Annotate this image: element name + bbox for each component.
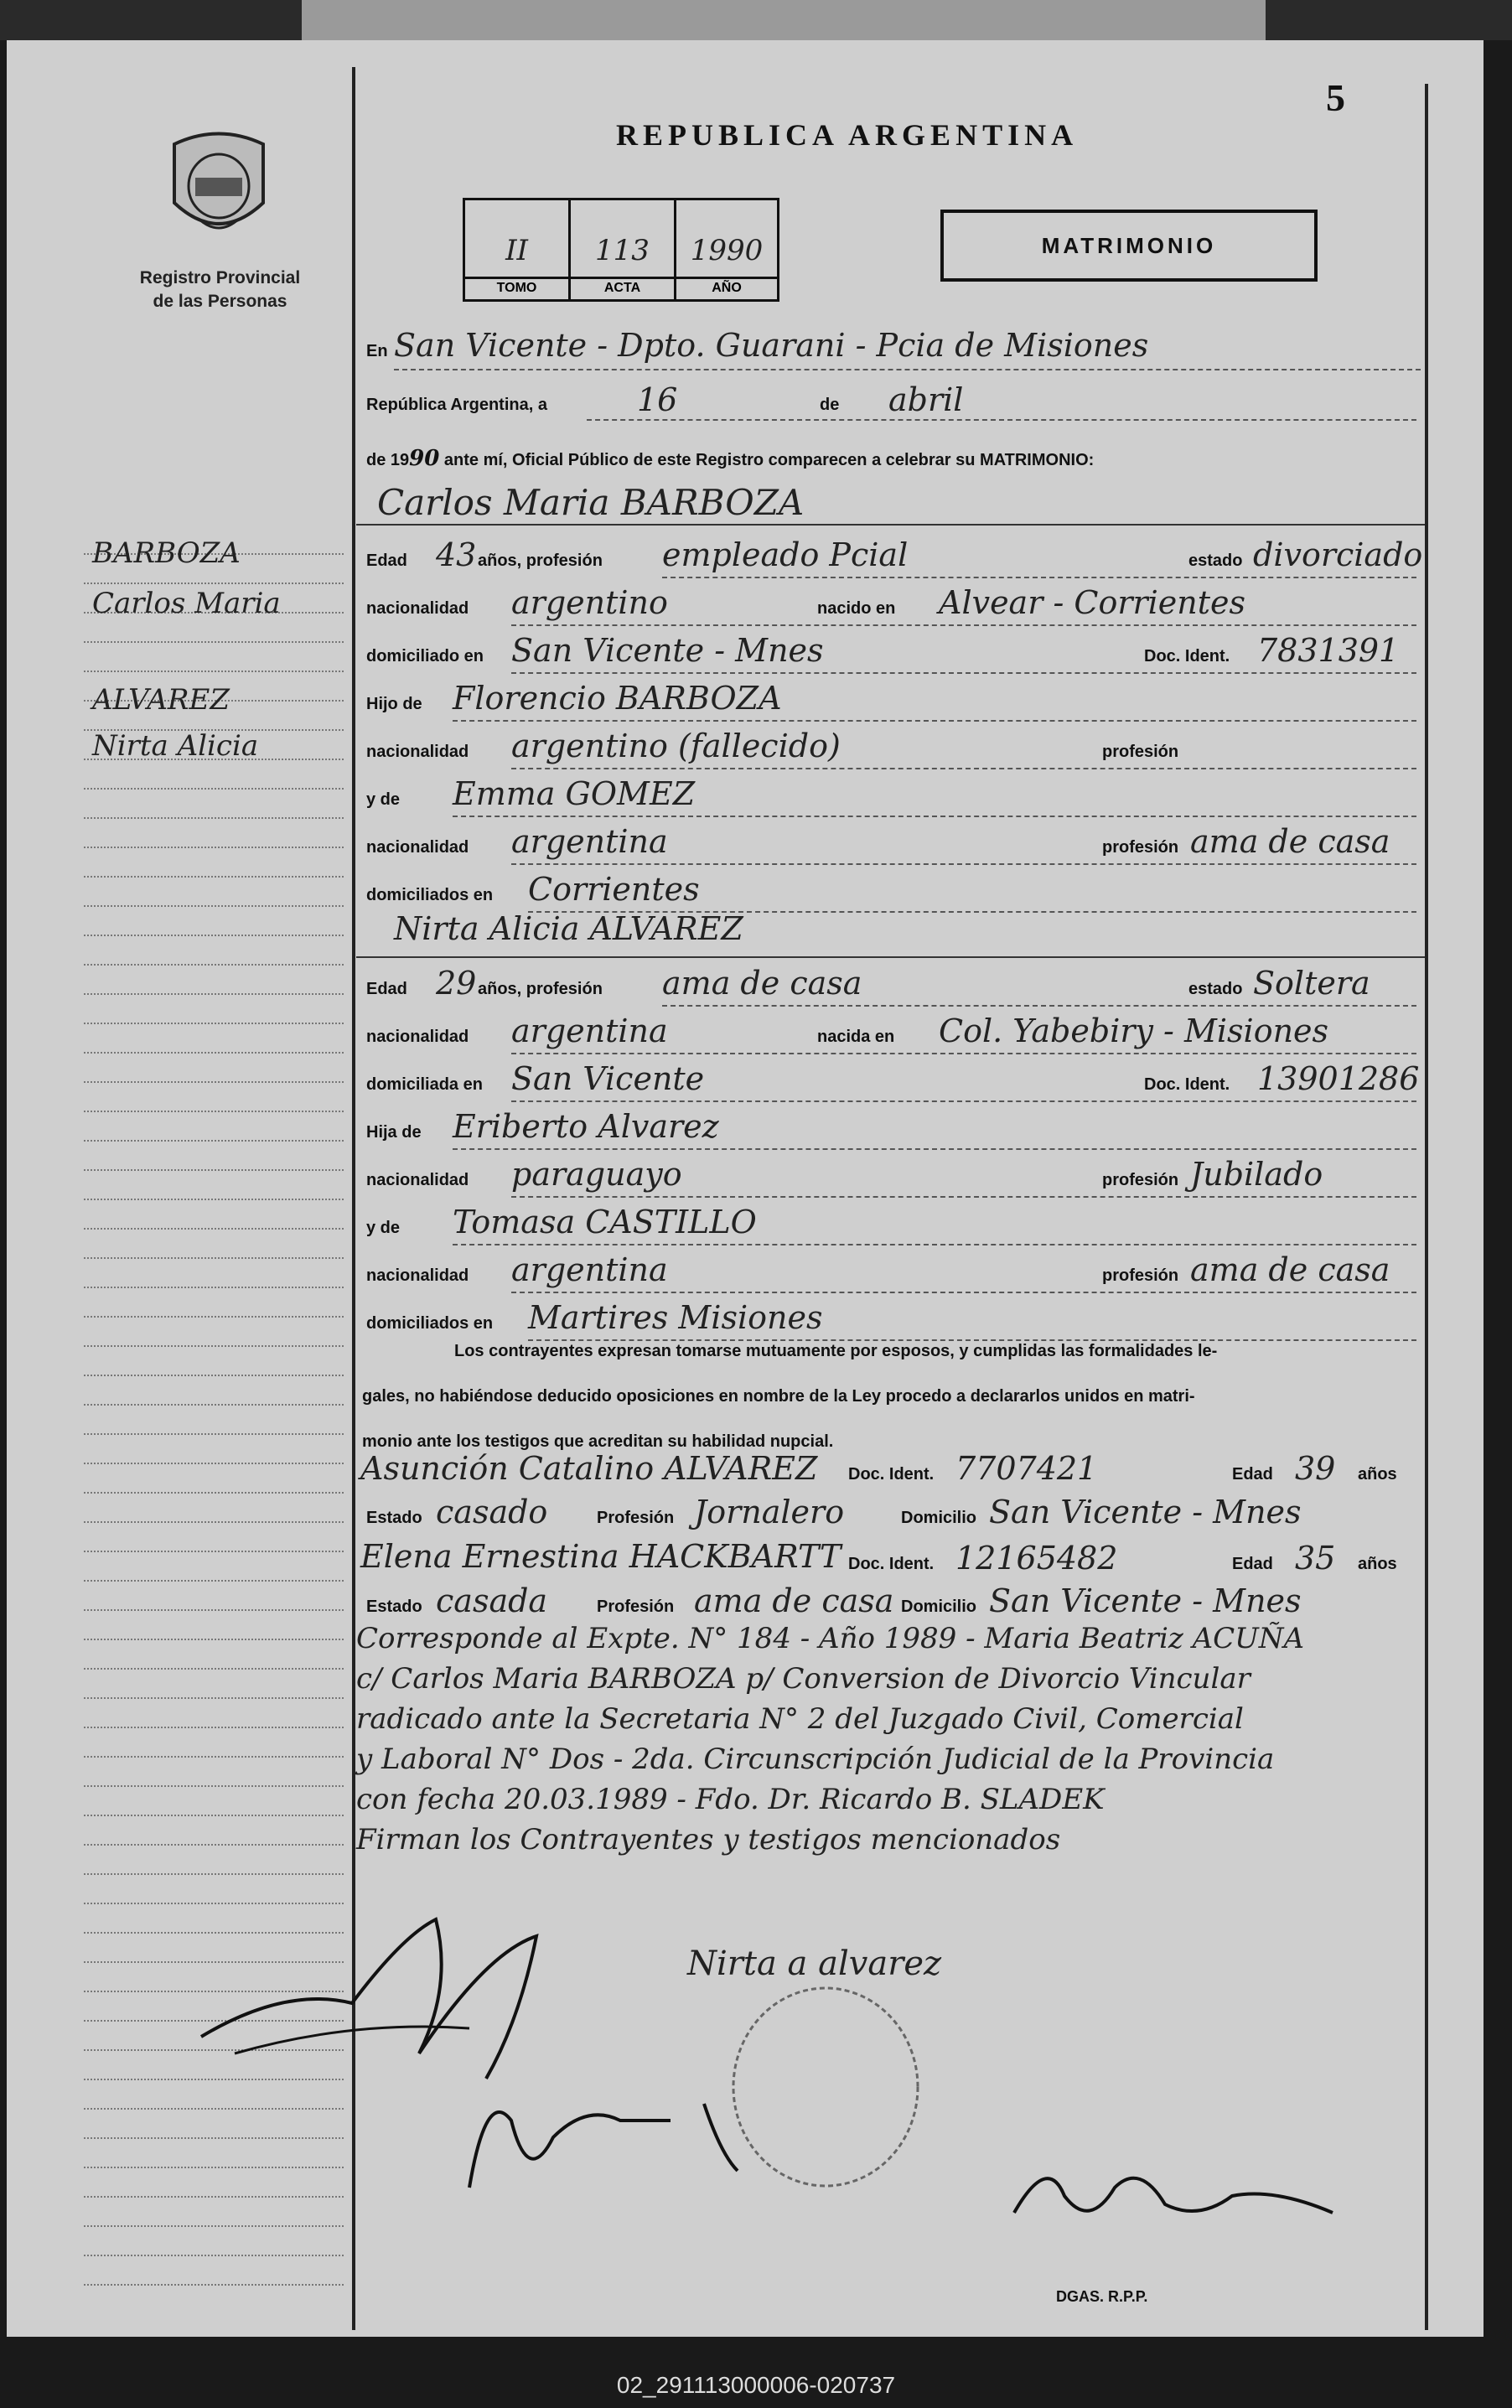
margin-rule xyxy=(84,935,344,936)
groom-father: Florencio BARBOZA xyxy=(453,680,782,717)
groom-domicile: San Vicente - Mnes xyxy=(511,632,824,669)
bride-father: Eriberto Alvarez xyxy=(453,1108,719,1145)
margin-rule xyxy=(84,1287,344,1288)
bride-mother-prof: ama de casa xyxy=(1190,1251,1390,1288)
bride-nationality: argentina xyxy=(511,1012,668,1049)
acta-cell: 113 ACTA xyxy=(571,200,676,299)
bride-nacido-label: nacida en xyxy=(817,1028,895,1046)
margin-rule xyxy=(84,1257,344,1259)
bride-father-nat-label: nacionalidad xyxy=(366,1171,469,1189)
groom-nationality: argentino xyxy=(511,584,668,621)
margin-rule xyxy=(84,583,344,584)
ano-cell: 1990 AÑO xyxy=(676,200,777,299)
groom-father-prof-label: profesión xyxy=(1102,743,1179,761)
margin-rule xyxy=(84,1873,344,1875)
margin-rule xyxy=(84,1609,344,1611)
groom-name: Carlos Maria BARBOZA xyxy=(377,482,805,523)
groom-father-nat-label: nacionalidad xyxy=(366,743,469,761)
margin-rule xyxy=(84,1463,344,1464)
bride-mother-nat-label: nacionalidad xyxy=(366,1266,469,1285)
bride-parents-dom: Martires Misiones xyxy=(528,1299,823,1336)
margin-rule xyxy=(84,1023,344,1024)
groom-anos-prof-label: años, profesión xyxy=(478,552,603,570)
republica-label: República Argentina, a xyxy=(366,396,547,414)
day-value: 16 xyxy=(637,381,678,418)
bride-anos-prof-label: años, profesión xyxy=(478,980,603,998)
margin-rule xyxy=(84,2137,344,2139)
groom-parents-dom: Corrientes xyxy=(528,871,700,908)
bride-mother: Tomasa CASTILLO xyxy=(453,1204,757,1240)
bride-doc: 13901286 xyxy=(1257,1060,1420,1097)
groom-domicile-label: domiciliado en xyxy=(366,647,484,665)
margin-rule xyxy=(84,1111,344,1112)
bride-profession: ama de casa xyxy=(662,965,862,1002)
signature-official xyxy=(997,2146,1358,2246)
groom-profession: empleado Pcial xyxy=(662,536,909,573)
margin-rule xyxy=(84,1404,344,1406)
groom-doc-label: Doc. Ident. xyxy=(1144,647,1230,665)
margin-rule xyxy=(84,1316,344,1318)
margin-given-2: Nirta Alicia xyxy=(92,729,259,763)
doc-type-box: MATRIMONIO xyxy=(940,210,1318,282)
coat-of-arms-seal xyxy=(166,127,272,243)
groom-parents-dom-label: domiciliados en xyxy=(366,886,494,904)
bride-birthplace: Col. Yabebiry - Misiones xyxy=(939,1012,1329,1049)
margin-rule xyxy=(84,1052,344,1054)
margin-rule xyxy=(84,1345,344,1347)
note-line: y Laboral N° Dos - 2da. Circunscripción Judicial de la Provincia xyxy=(356,1743,1275,1776)
witness2-dom: San Vicente - Mnes xyxy=(989,1582,1302,1619)
bride-yde-label: y de xyxy=(366,1219,401,1237)
witness2-estado: casada xyxy=(436,1582,548,1619)
declaration-text: Los contrayentes expresan tomarse mutuamente por esposos, y cumplidas las formalidades le- gales, no habiéndose deducido oposiciones en nombre de la Ley procedo a declararlos unidos en matri- monio ante los testigos que acreditan su habilidad nupcial. xyxy=(362,1342,1218,1451)
margin-rule xyxy=(84,993,344,995)
note-line: c/ Carlos Maria BARBOZA p/ Conversion de Divorcio Vincular xyxy=(356,1662,1251,1696)
groom-parent-label: Hijo de xyxy=(366,695,422,713)
year-line: de 1990 ante mí, Oficial Público de este Registro comparecen a celebrar su MATRIMONIO: xyxy=(366,446,1095,471)
margin-rule xyxy=(84,2284,344,2286)
note-line: Corresponde al Expte. N° 184 - Año 1989 - Maria Beatriz ACUÑA xyxy=(356,1622,1305,1655)
margin-rule xyxy=(84,1580,344,1582)
margin-rule xyxy=(84,1756,344,1758)
margin-rule xyxy=(84,1375,344,1376)
margin-rule xyxy=(84,1140,344,1142)
groom-nacionalidad-label: nacionalidad xyxy=(366,599,469,618)
bride-name: Nirta Alicia ALVAREZ xyxy=(394,910,743,947)
margin-rule xyxy=(84,905,344,907)
right-margin-line xyxy=(1425,84,1428,2330)
note-line: con fecha 20.03.1989 - Fdo. Dr. Ricardo B. SLADEK xyxy=(356,1783,1105,1816)
groom-mother-nat-label: nacionalidad xyxy=(366,838,469,857)
margin-rule xyxy=(84,641,344,643)
margin-rule xyxy=(84,2255,344,2256)
bride-domicile-label: domiciliada en xyxy=(366,1075,483,1094)
groom-nacido-label: nacido en xyxy=(817,599,896,618)
groom-mother-nat: argentina xyxy=(511,823,668,860)
margin-rule xyxy=(84,1228,344,1230)
bride-father-prof: Jubilado xyxy=(1190,1156,1323,1193)
groom-age: 43 xyxy=(436,536,477,573)
registry-stamp-label: DGAS. R.P.P. xyxy=(1056,2288,1148,2305)
margin-rule xyxy=(84,1785,344,1787)
bride-father-prof-label: profesión xyxy=(1102,1171,1179,1189)
de-label: de xyxy=(820,396,840,414)
margin-rule xyxy=(84,1668,344,1670)
bride-nacionalidad-label: nacionalidad xyxy=(366,1028,469,1046)
bride-estado: Soltera xyxy=(1253,965,1370,1002)
margin-rule xyxy=(84,876,344,878)
witness1-name: Asunción Catalino ALVAREZ xyxy=(360,1450,818,1487)
groom-mother: Emma GOMEZ xyxy=(453,775,696,812)
witness2-age: 35 xyxy=(1295,1540,1336,1577)
groom-mother-prof: ama de casa xyxy=(1190,823,1390,860)
witness1-prof: Jornalero xyxy=(694,1494,845,1530)
official-stamp xyxy=(721,1978,930,2196)
tomo-cell: II TOMO xyxy=(465,200,571,299)
margin-rule xyxy=(84,2225,344,2227)
top-strip xyxy=(0,0,1512,40)
note-line: Firman los Contrayentes y testigos mencionados xyxy=(356,1823,1061,1856)
bride-parents-dom-label: domiciliados en xyxy=(366,1314,494,1333)
groom-doc: 7831391 xyxy=(1257,632,1400,669)
bride-mother-nat: argentina xyxy=(511,1251,668,1288)
bride-parent-label: Hija de xyxy=(366,1123,422,1142)
margin-rule xyxy=(84,1815,344,1816)
margin-given-1: Carlos Maria xyxy=(92,587,281,620)
bride-mother-prof-label: profesión xyxy=(1102,1266,1179,1285)
witness1-dom: San Vicente - Mnes xyxy=(989,1494,1302,1530)
margin-rule xyxy=(84,1199,344,1200)
bride-estado-label: estado xyxy=(1188,980,1243,998)
witness2-prof: ama de casa xyxy=(694,1582,894,1619)
bride-age: 29 xyxy=(436,965,477,1002)
registry-name: Registro Provincial de las Personas xyxy=(139,268,301,311)
bride-domicile: San Vicente xyxy=(511,1060,705,1097)
margin-rule xyxy=(84,817,344,819)
margin-rule xyxy=(84,1844,344,1846)
groom-father-nat: argentino (fallecido) xyxy=(511,728,841,764)
groom-estado-label: estado xyxy=(1188,552,1243,570)
margin-rule xyxy=(84,2167,344,2168)
note-line: radicado ante la Secretaria N° 2 del Juzgado Civil, Comercial xyxy=(356,1702,1244,1736)
witness1-doc: 7707421 xyxy=(955,1450,1098,1487)
margin-rule xyxy=(84,1169,344,1171)
margin-rule xyxy=(84,1639,344,1640)
groom-mother-prof-label: profesión xyxy=(1102,838,1179,857)
signature-bride: Nirta a alvarez xyxy=(687,1945,942,1983)
margin-rule xyxy=(84,1697,344,1699)
margin-rule xyxy=(84,964,344,966)
witness1-estado: casado xyxy=(436,1494,548,1530)
margin-rule xyxy=(84,1081,344,1083)
en-label: En xyxy=(366,342,388,360)
witness2-name: Elena Ernestina HACKBARTT xyxy=(360,1538,841,1575)
act-reference-table xyxy=(463,198,779,302)
margin-rule xyxy=(84,1727,344,1728)
place-value: San Vicente - Dpto. Guarani - Pcia de Misiones xyxy=(394,327,1149,364)
month-value: abril xyxy=(888,381,964,418)
witness1-age: 39 xyxy=(1295,1450,1336,1487)
margin-rule xyxy=(84,1433,344,1435)
groom-yde-label: y de xyxy=(366,790,401,809)
margin-surname-2: ALVAREZ xyxy=(92,683,230,717)
margin-rule xyxy=(84,2196,344,2198)
image-id-footer: 02_291113000006-020737 xyxy=(616,2372,896,2398)
margin-rule xyxy=(84,2108,344,2110)
groom-edad-label: Edad xyxy=(366,552,407,570)
margin-rule xyxy=(84,788,344,790)
margin-rule xyxy=(84,671,344,672)
margin-rule xyxy=(84,847,344,848)
bride-doc-label: Doc. Ident. xyxy=(1144,1075,1230,1094)
page-number: 5 xyxy=(1326,76,1345,119)
margin-rule xyxy=(84,1551,344,1552)
bride-edad-label: Edad xyxy=(366,980,407,998)
page-title: REPUBLICA ARGENTINA xyxy=(616,118,1079,152)
groom-estado: divorciado xyxy=(1253,536,1423,573)
witness2-doc: 12165482 xyxy=(955,1540,1118,1577)
groom-birthplace: Alvear - Corrientes xyxy=(939,584,1246,621)
margin-rule xyxy=(84,1521,344,1523)
bride-father-nat: paraguayo xyxy=(511,1156,682,1193)
year-suffix: 90 xyxy=(409,446,440,471)
margin-surname-1: BARBOZA xyxy=(92,536,241,570)
margin-rule xyxy=(84,1492,344,1494)
